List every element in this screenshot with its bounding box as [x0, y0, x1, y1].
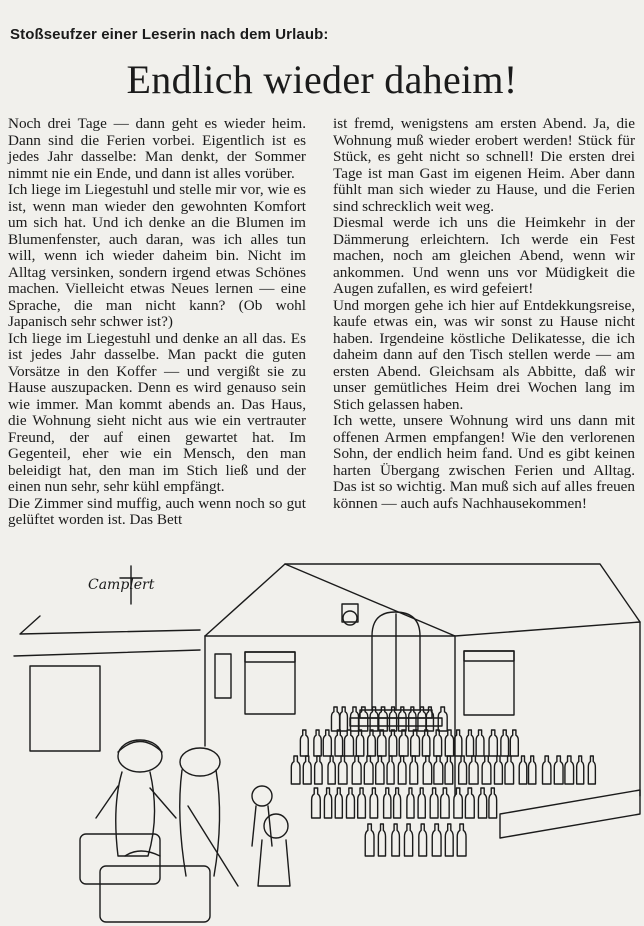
bottle — [459, 756, 467, 784]
paragraph-split — [333, 116, 635, 215]
bottle — [394, 788, 401, 818]
bottle — [501, 730, 509, 756]
bottle — [335, 788, 342, 818]
bottle — [350, 707, 358, 731]
bottle — [588, 756, 595, 784]
paragraph: Ich liege im Liegestuhl und denke an all das. Es ist jedes Jahr dasselbe. Man packt die guten Vorsätze in den Koffer — und vergißt sie zu Hause auszupacken. Denn es wird genauso sein wie immer. Man kommt abends an. Das Haus, die Wohnung sieht nicht aus wie ein vertrauter Freund, der auf einen gewartet hat. Im Gegenteil, eher wie ein Mensch, den man beleidigt hat, den man im Stich ließ und der einen nun sehr, sehr kühl empfängt. — [8, 329, 306, 495]
bottle — [577, 756, 584, 784]
left-doorframe — [30, 666, 100, 751]
bottle — [365, 824, 374, 856]
bottle — [482, 756, 491, 784]
bottle — [368, 730, 376, 756]
column-right — [333, 116, 635, 512]
bottle — [441, 788, 450, 818]
bottle — [404, 824, 412, 856]
fence-line — [14, 616, 200, 656]
bottle-group — [291, 707, 595, 856]
paragraph: Ich wette, unsere Wohnung wird uns dann mit offenen Armen empfangen! Wie den verlorenen Sohn, der endlich heim fand. Und es gibt keinen harten Übergang zwischen Ferien und Alltag. Das ist so wichtig. Man muß sich auf alles freuen können — auch aufs Nachhausekommen! — [333, 412, 635, 512]
bottle — [411, 730, 420, 756]
bottle — [529, 756, 536, 784]
bottle — [445, 756, 453, 784]
kicker: Stoßseufzer einer Leserin nach dem Urlaub: — [10, 26, 329, 43]
paragraph: Und morgen gehe ich hier auf Entdekkungsreise, kaufe etwas ein, was wir sonst zu Hause nicht haben. Irgendeine köstliche Delikatesse, die ich daheim dann auf den Tisch stellen werde — am ersten Abend. Gleichsam als Abbitte, daß wir unser gemütliches Heim drei Wochen lang im Stich gelassen haben. — [333, 296, 635, 413]
bottle — [339, 756, 348, 784]
bottle — [331, 707, 339, 731]
cartoon-illustration — [0, 556, 644, 926]
bottle — [335, 730, 343, 756]
bottle — [323, 730, 331, 756]
bottle — [543, 756, 551, 784]
bottle — [378, 824, 385, 856]
bottle — [445, 730, 453, 756]
bottle — [346, 788, 354, 818]
bottle — [489, 788, 497, 818]
travelers — [80, 740, 290, 922]
bottle — [315, 756, 322, 784]
table — [500, 790, 640, 838]
bottle — [476, 730, 484, 756]
bottle — [358, 788, 366, 818]
paragraph-part: ist fremd, wenigstens am ersten Abend. Ja, die Wohnung muß wieder erobert werden! Stück für Stück, es geht nicht so schnell! Die ersten drei Tage ist man Gast im eigenen Heim. Aber dann fühlt man sich wieder zu Hause, und die Ferien sind schrecklich weit weg. — [333, 115, 635, 215]
bottle — [469, 756, 478, 784]
paragraph-part: Die Zimmer sind muffig, auch wenn noch so gut gelüftet worden ist. Das Bett — [8, 494, 306, 528]
bottle — [407, 788, 414, 818]
bottle — [389, 730, 397, 756]
bottle — [303, 756, 311, 784]
bottle — [328, 756, 335, 784]
bottle — [519, 756, 527, 784]
bottle — [422, 730, 429, 756]
house — [205, 564, 640, 796]
bottle — [466, 730, 473, 756]
bottle — [438, 707, 447, 731]
bottle — [291, 756, 300, 784]
paragraph-split — [8, 496, 306, 529]
bottle — [418, 788, 425, 818]
paragraph: Diesmal werde ich uns die Heimkehr in der Dämmerung erleichtern. Ich werde ein Fest machen, noch am gleichen Abend, wenn wir ankommen. Und wenn uns vor Müdigkeit die Augen zufallen, es wird gefeiert! — [333, 214, 635, 297]
bottle — [423, 756, 431, 784]
bottle — [312, 788, 321, 818]
bottle — [478, 788, 486, 818]
bottle — [430, 788, 438, 818]
column-left — [8, 116, 306, 529]
bottle — [505, 756, 514, 784]
bottle — [370, 788, 378, 818]
bottle — [434, 756, 443, 784]
bottle — [565, 756, 574, 784]
paragraph: Ich liege im Liegestuhl und stelle mir vor, wie es ist, wenn man wieder den gewohnten Komfort um sich hat. Und ich denke an die Blumen im Blumenfenster, auch daran, was ich alles tun will, wenn ich wieder daheim bin. Nicht im Alltag versinken, sondern irgend etwas Schönes machen. Vielleicht etwas Neues lernen — eine Sprache, die man nicht kann? (Ob wohl Japanisch sehr schwer ist?) — [8, 181, 306, 330]
bottle — [432, 824, 441, 856]
bottle — [494, 756, 502, 784]
bottle — [384, 788, 391, 818]
bottle — [300, 730, 308, 756]
bottle — [352, 756, 361, 784]
bottle — [345, 730, 354, 756]
headline: Endlich wieder daheim! — [126, 57, 518, 102]
bottle — [410, 756, 418, 784]
bottle — [340, 707, 347, 731]
bottle — [465, 788, 474, 818]
bottle — [419, 824, 427, 856]
bottle — [392, 824, 400, 856]
bottle — [387, 756, 394, 784]
bottle — [457, 824, 466, 856]
bottle — [314, 730, 321, 756]
bottle — [434, 730, 442, 756]
bottle — [554, 756, 563, 784]
bottle — [364, 756, 373, 784]
bottle — [356, 730, 363, 756]
signature-mark — [120, 566, 142, 604]
bottle — [376, 756, 384, 784]
bottle — [489, 730, 497, 756]
paragraph: Noch drei Tage — dann geht es wieder heim. Dann sind die Ferien vorbei. Eigentlich ist es jedes Jahr dasselbe: Man denkt, der Sommer nimmt nie ein Ende, und dann ist alles vorüber. — [8, 115, 306, 182]
bottle — [445, 824, 453, 856]
illustration-signature: Camplert — [88, 577, 155, 593]
bottle — [324, 788, 331, 818]
bottle — [377, 730, 386, 756]
bottle — [399, 730, 408, 756]
bottle — [510, 730, 518, 756]
bottle — [398, 756, 406, 784]
